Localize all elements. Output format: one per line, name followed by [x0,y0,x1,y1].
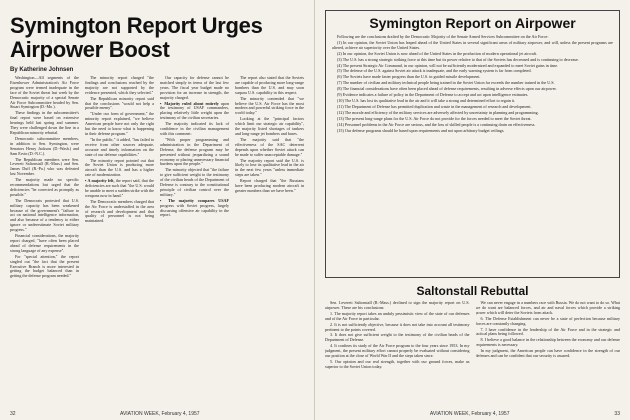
box-paragraphs [332,41,613,134]
article-column [160,76,229,280]
rebuttal-paragraph: 6. The Defense Establishment can never be a state of perfection because military forces are constantly changing. [475,315,620,326]
article-column [235,76,304,280]
conclusion-item: (12) The morale and efficiency of the military services are adversely affected by uncertainty in planning and programming. [337,109,539,115]
paragraph-text: The minority report pointed out that the Soviet Union is producing more aircraft than the U.S. and has a higher rate of modernization. [85,157,154,178]
conclusion-item: (1) In our opinion, the Soviet Union has leaped ahead of the United States in several significant areas of military airpower, and will, unless the present programs are altered, achieve air superiority over the United States. [332,39,613,50]
conclusion-item: (10) The U.S. has lost its qualitative lead in the air and it will take a strong and determined effort to regain it. [337,97,516,103]
rebuttal-paragraph: Sen. Leverett Saltonstall (R.-Mass.) declined to sign the majority report on U.S. airpower. These are his conclusions: [325,301,470,310]
article-headline: Symington Report Urges Airpower Boost [10,13,263,62]
paragraph-text: The majority said that "the effectiveness of the SAC deterrent depends upon whether Soviet attack can be made to suffer unacceptable damage." [235,136,304,157]
conclusion-item: (14) Personnel problems in the Air Force are serious, and the loss of skilled people is a continuing drain on effectiveness. [337,121,536,127]
paragraph-text: Our capacity for defense cannot be matched simply in terms of the last few years. The fiscal year budget made no provision for an increase in strength, the majority charged. [160,76,229,100]
paragraph-text: The majority report said the U.S. is likely to lose its qualitative lead in the air in the next few years "unless immediate steps are taken." [235,157,304,178]
article-paragraph [85,159,154,179]
rebuttal-column [325,301,470,409]
paragraph-text: The Democratic members charged that the Air Force is understaffed in the area of research and development and that quality of personnel is not being maintained. [85,198,154,224]
article-paragraph [235,76,304,96]
conclusion-item: (4) The present Strategic Air Command, in our opinion, will not be sufficiently modernized and expanded to meet Soviet gains in time. [337,62,559,68]
article-paragraph [235,179,304,194]
paragraph-lead: ▪ Majority ruled about entirely [160,100,219,106]
conclusion-item: (9) Evidence indicates a failure of policy in the Department of Defense to accept and act upon intelligence estimates. [337,92,529,98]
paragraph-text: "Under our form of government," the minority report explained, "we believe American people have not only the right but the need to know what is happening in their defense program." [85,111,154,136]
article-paragraph [85,138,154,158]
paragraph-text: Looking at the "principal factors which limit our strategic air capability", the majority listed shortages of tankers and long-range jet bombers and bases. [235,116,304,136]
rebuttal-paragraph: We can never engage in a numbers race with Russia. We do not want to do so. What we do want are balanced forces, and air and naval forces which provide a striking power which will deter the Soviets from attack. [475,301,620,315]
article-paragraph [160,122,229,137]
rebuttal-paragraph: 2. It is not sufficiently objective, because it does not take into account all testimony pertinent to the points covered. [325,321,470,332]
article-paragraph [10,234,79,254]
article-paragraph [160,199,229,219]
paragraph-text: Financial considerations, the majority report charged, "have often been placed ahead of defense requirements in the strong language of any expense". [10,233,79,253]
page-number: 32 [10,411,16,417]
article-paragraph [10,76,79,110]
article-column [85,76,154,280]
conclusion-item: (7) The number of civilian and military technical people being trained in the Soviet Union far exceeds the number trained in the U.S. [337,80,555,86]
article-paragraph [235,159,304,179]
paragraph-text: progress with Soviet progress, largely discussing offensive air capability in the report. [160,202,229,218]
conclusion-item: (6) The Soviets have made faster progress than the U.S. in guided missile development. [337,74,481,80]
conclusion-item: (13) The present long-range plans for the U.S. Air Force do not provide for the forces needed to meet the Soviet threat. [337,115,532,121]
conclusion-item: (2) In our opinion, the Soviet Union is now ahead of the United States in the production of modern operational jet aircraft. [337,50,538,56]
article-paragraph [85,76,154,96]
paragraph-text: The minority contended that "we believe the U.S. Air Force has the most modern and powerful striking force in the world today." [235,95,304,116]
paragraph-text: The Democrats protested that U.S. military capacity has been weakened because of the government's "failure to act on national intelligence information, and also because of a tendency to either ignore or underestimate Soviet military progress." [10,197,79,233]
rebuttal-paragraph: 4. It confines its study of the Air Force program to the four years since 1953. In my judgment, the present military effort cannot properly be evaluated without considering our position at the close of World War II and the steps taken since. [325,343,470,359]
paragraph-lead: ▪ A majority felt, [85,178,115,184]
article-paragraph [10,255,79,280]
magazine-issue: AVIATION WEEK, February 4, 1957 [429,411,510,417]
rebuttal-paragraph: 5. Our opinion and our real strength, together with our ground forces, make us superior to the Soviet Union today. [325,358,470,369]
article-paragraph [85,112,154,137]
article-paragraph [235,117,304,137]
box-body [332,35,613,133]
article-paragraph [10,199,79,233]
paragraph-text: Report charged that "the Russians have been producing modern aircraft in greater numbers than we have been." [235,178,304,193]
report-box [325,10,620,278]
article-paragraph [235,138,304,158]
article-paragraph [160,138,229,167]
paragraph-text: The report also stated that the Soviets are capable of producing more long-range bombers than the U.S. and may soon surpass U.S. capability in this respect. [235,76,304,95]
paragraph-text: The Republican members were Sen. Leverett Saltonstall (R.-Mass.) and Sen. James Duff (R.-Pa.) who was defeated last November. [10,156,79,177]
magazine-issue: AVIATION WEEK, February 4, 1957 [119,411,200,417]
article-columns [10,76,304,280]
article-paragraph [85,97,154,112]
box-intro: Following are the conclusions drafted by the Democratic Majority of the Senate Armed Services Subcommittee on the Air Force: [337,34,549,39]
rebuttal-paragraph: 7. I have confidence in the leadership of the Air Force and in the strategic and tactical plans being followed. [475,326,620,337]
article-paragraph [10,158,79,178]
article-paragraph [85,200,154,225]
article-column [10,76,79,280]
rebuttal-column [476,301,621,409]
paragraph-text: upon the testimony of USAF commanders, placing relatively little weight upon the testimony of the civilian secretaries. [160,100,229,121]
rebuttal-columns [325,301,620,409]
paragraph-text: "In the public," it added, "has failed to receive from other sources adequate, accurate and timely information on the state of our defense capabilities." [85,136,154,157]
paragraph-text: The majority indicated its lack of confidence in the civilian management with this comment: [160,121,229,136]
article-paragraph [10,178,79,198]
right-page [315,0,630,420]
article-byline: By Katherine Johnsen [10,67,74,73]
paragraph-text: the report said, that the deficiencies are such that "the U.S. would be unable to meet a sudden strike with the weapons now in hand." [85,178,154,198]
conclusion-item: (8) The financial considerations have often been placed ahead of defense requirements, resulting in adverse effects upon our airpower. [337,86,557,92]
article-paragraph [160,76,229,101]
paragraph-text: Democratic subcommittee members, in addition to Sen. Symington, were Senators Henry Jackson (D.-Wash.) and Sam Ervin (D.-N.C.). [10,135,79,156]
article-paragraph [10,137,79,157]
article-paragraph [160,168,229,197]
article-paragraph [235,97,304,117]
rebuttal-paragraph: 8. I believe a good balance in the relationship between the economy and our defense requirements is necessary. [475,337,620,348]
rebuttal-paragraph: In my judgment, the American people can have confidence in the strength of our defenses and can be confident that our security is assured. [475,348,620,359]
article-paragraph [10,111,79,136]
paragraph-lead: ▪ The majority compares USAF [160,197,229,203]
paragraph-text: The minority report charged "the findings and conclusions reached by the majority are not supported by the evidence presented, which they selected." [85,76,154,95]
conclusion-item: (5) The defense of the U.S. against Soviet air attack is inadequate, and the early warning system is far from completed. [337,68,532,74]
conclusion-item: (11) The Department of Defense has permitted duplication and waste in the management of research and development. [337,103,532,109]
paragraph-text: These findings in the subcommittee's final report were based on extensive hearings held last spring and summer. They were challenged down the line in a Republican minority rebuttal. [10,110,79,135]
paragraph-text: The Republican minority report said that the conclusions "would not help a possible enemy". [85,95,154,111]
conclusion-item: (3) The U.S. has a strong strategic striking force at this time but its power relative to that of the Soviets has decreased and is continuing to decrease. [337,56,579,62]
paragraph-text: Washington—All segments of the Eisenhower Administration's Air Force program were termed inadequate in the face of the Soviet threat last week by the Democratic majority of a special Senate Air Force Subcommittee headed by Sen. Stuart Symington (D.-Mo.). [10,76,79,110]
left-page-footer [10,411,304,417]
rebuttal-paragraph: 3. It does not give sufficient weight to the testimony of the civilian heads of the Department of Defense. [325,332,470,343]
rebuttal-title: Saltonstall Rebuttal [416,284,529,298]
rebuttal-paragraph: 1. The majority report takes an unduly pessimistic view of the state of our defenses and of the Air Force in particular. [325,310,470,321]
paragraph-text: The minority objected that "the failure to give sufficient weight to the testimony of the civilian heads of the Department of Defense is contrary to the constitutional principle of civilian control over the military." [160,167,229,197]
article-paragraph [85,179,154,199]
right-page-footer [325,411,620,417]
conclusion-item: (15) Our defense programs should be based upon requirements and not upon arbitrary budget ceilings. [337,127,505,133]
box-title: Symington Report on Airpower [369,15,576,31]
page-number: 33 [614,411,620,417]
paragraph-text: For "special attention," the report singled out "the fact that the present Executive Branch is more interested in getting the budget balanced than in getting the defense program needed." [10,253,79,279]
article-paragraph [160,102,229,122]
paragraph-text: The majority made no specific recommendations but urged that the deficiencies "be corrected as promptly as possible." [10,177,79,197]
paragraph-text: "With proper programming and administration in the Department of Defense, the defense program may be presented without jeopardizing a sound economy or placing unnecessary financial burdens upon the people." [160,136,229,167]
